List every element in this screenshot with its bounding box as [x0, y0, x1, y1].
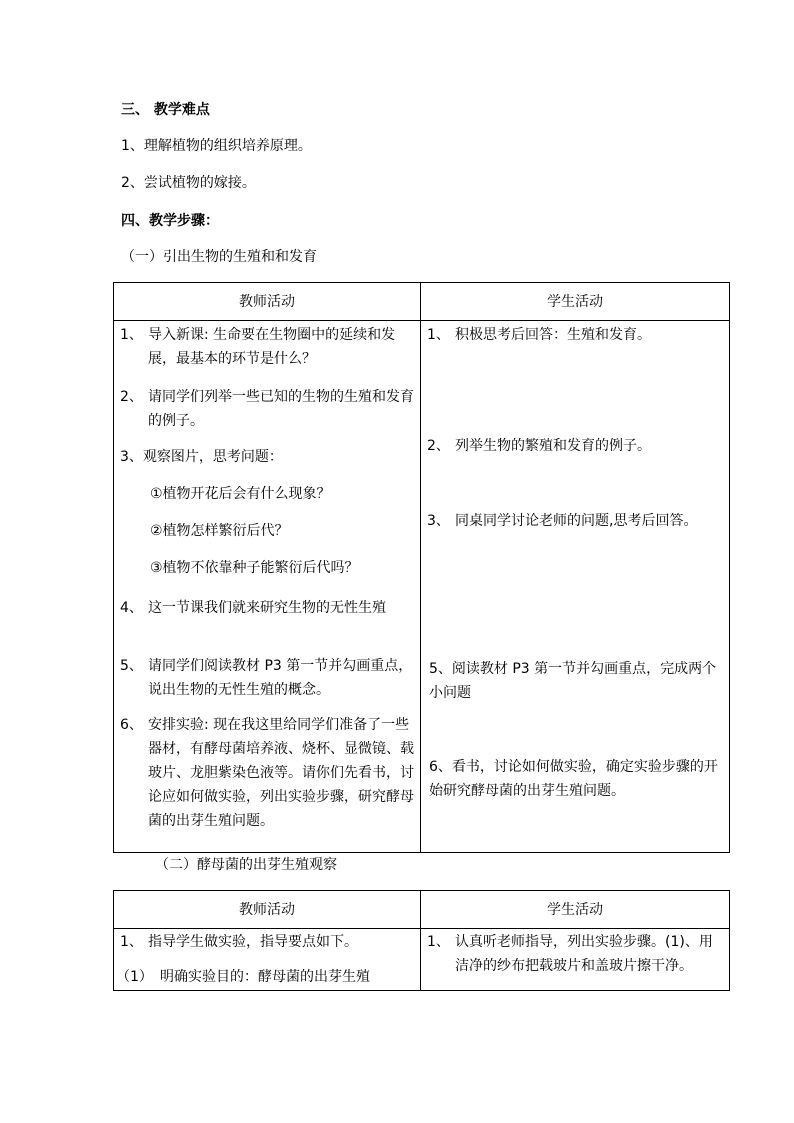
part2-header-teacher: 教师活动: [114, 891, 421, 929]
part2-teacher-cell: 1、 指导学生做实验，指导要点如下。 （1） 明确实验目的：酵母菌的出芽生殖: [114, 929, 421, 991]
teacher-question-3: ③植物不依靠种子能繁衍后代吗？: [150, 560, 359, 576]
teacher-activity-3: 3、观察图片，思考问题：: [120, 449, 283, 465]
teacher-question-1: ①植物开花后会有什么现象？: [150, 486, 331, 502]
part1-teacher-cell: 1、 导入新课: 生命要在生物圈中的延续和发展，最基本的环节是什么？ 2、 请同学们列举一些已知的生物的生殖和发育的例子。 3、观察图片，思考问题： ①植物开花后会有什么现象？ ②植物怎样繁衍后代？ ③植物不依靠种子能繁衍后代吗？ 4、 这一节课我们就来研究生物的无性生殖 5、 请同学们阅读教材 P3 第一节并勾画重点，说出生物的无性生殖的概念。 6、 安排实验: 现在我这里给同学们准备了一些器材，有酵母菌培养液、烧杯、显微镜、载玻片、龙胆紫染色液等。请你们先看书，讨论应如何做实验，列出实验步骤，研究酵母菌的出芽生殖问题。: [114, 321, 421, 853]
section-title-difficulties: 三、 教学难点: [121, 102, 210, 118]
part2-table: [113, 890, 730, 991]
difficulty-item-1: 1、理解植物的组织培养原理。: [121, 138, 312, 154]
part1-header-teacher: 教师活动: [114, 283, 421, 321]
part1-student-cell: 1、 积极思考后回答：生殖和发育。 2、 列举生物的繁殖和发育的例子。 3、 同桌同学讨论老师的问题,思考后回答。 5、阅读教材 P3 第一节并勾画重点，完成两个小问题 6、看书，讨论如何做实验，确定实验步骤的开始研究酵母菌的出芽生殖问题。: [421, 321, 730, 853]
student-activity-5: 5、阅读教材 P3 第一节并勾画重点，完成两个小问题: [429, 661, 717, 701]
section-title-steps: 四、教学步骤：: [121, 213, 219, 229]
teacher-question-2: ②植物怎样繁衍后代？: [150, 523, 289, 539]
part2-title: （二）酵母菌的出芽生殖观察: [155, 857, 337, 873]
part1-table: [113, 282, 730, 853]
part1-title: （一）引出生物的生殖和和发育: [121, 249, 317, 265]
part2-student-cell: 1、 认真听老师指导，列出实验步骤。(1)、用洁净的纱布把载玻片和盖玻片擦干净。: [421, 929, 730, 991]
difficulty-item-2: 2、尝试植物的嫁接。: [121, 175, 256, 191]
student-activity-6: 6、看书，讨论如何做实验，确定实验步骤的开始研究酵母菌的出芽生殖问题。: [429, 759, 718, 799]
part2-header-student: 学生活动: [421, 891, 730, 929]
part1-header-student: 学生活动: [421, 283, 730, 321]
